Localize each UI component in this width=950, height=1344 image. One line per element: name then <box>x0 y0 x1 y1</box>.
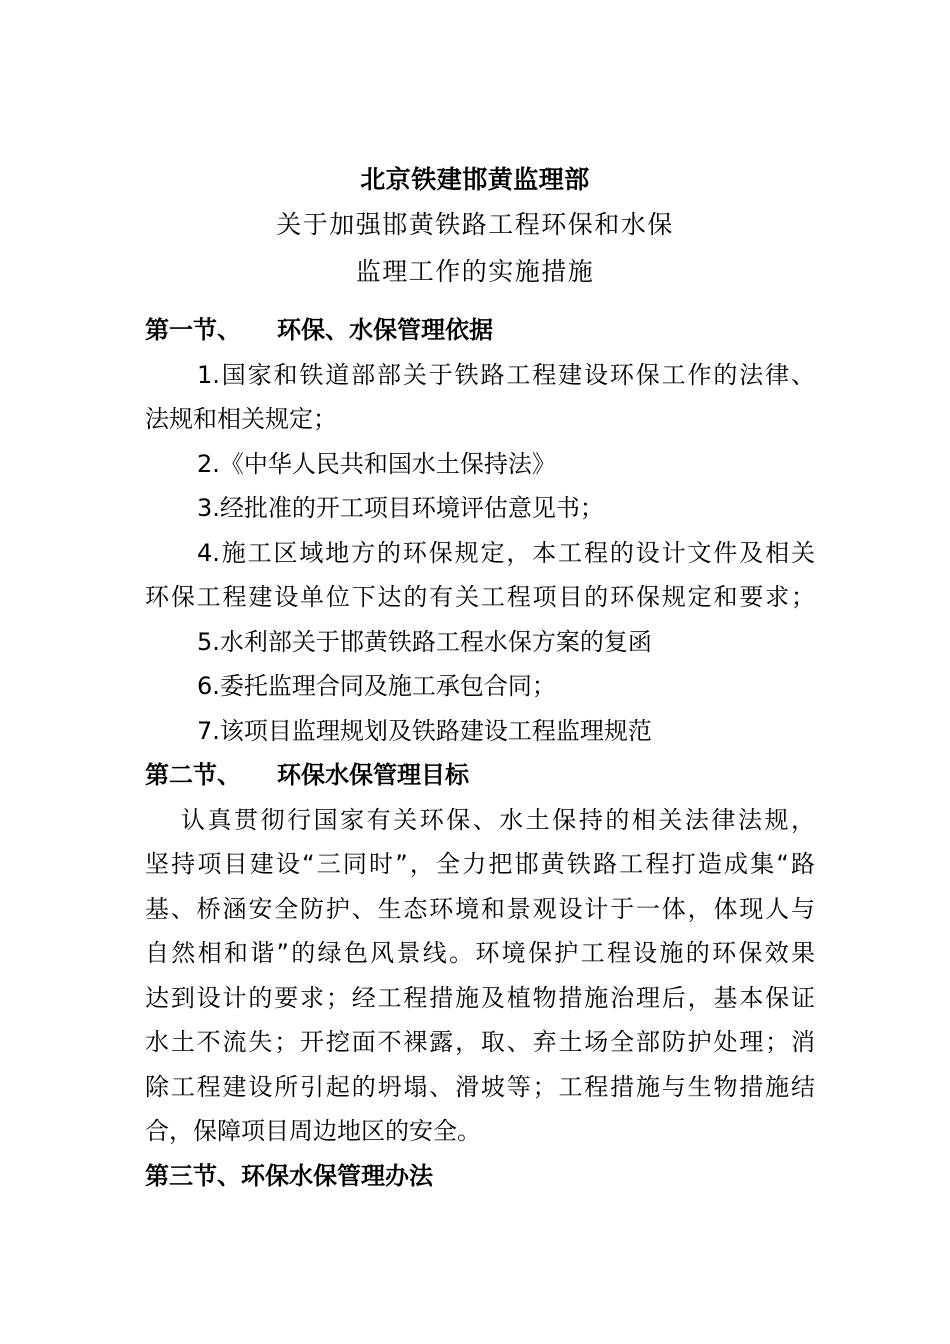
paragraph-line: 7.该项目监理规划及铁路建设工程监理规范 <box>197 716 652 745</box>
paragraph-line: 法规和相关规定； <box>145 405 337 433</box>
paragraph-line: 6.委托监理合同及施工承包合同； <box>197 672 556 700</box>
paragraph-line: 2.《中华人民共和国水土保持法》 <box>197 449 556 478</box>
paragraph-line: 达到设计的要求；经工程措施及植物措施治理后，基本保证 <box>145 983 815 1012</box>
paragraph-line: 1.国家和铁道部部关于铁路工程建设环保工作的法律、 <box>197 360 815 389</box>
section-1-number: 第一节、 <box>145 316 241 344</box>
document-title-line-1: 关于加强邯黄铁路工程环保和水保 <box>276 210 674 239</box>
section-2-number: 第二节、 <box>145 761 241 789</box>
section-2-title: 环保水保管理目标 <box>277 761 469 789</box>
paragraph-line: 4.施工区域地方的环保规定，本工程的设计文件及相关 <box>197 538 815 567</box>
paragraph-line: 除工程建设所引起的坍塌、滑坡等；工程措施与生物措施结 <box>145 1072 815 1101</box>
section-1-title: 环保、水保管理依据 <box>277 316 493 344</box>
paragraph-line: 环保工程建设单位下达的有关工程项目的环保规定和要求； <box>145 583 815 611</box>
organization-name: 北京铁建邯黄监理部 <box>360 165 590 194</box>
paragraph-line: 坚持项目建设“三同时”，全力把邯黄铁路工程打造成集“路 <box>145 850 815 878</box>
section-1-heading <box>145 308 815 353</box>
paragraph-line: 合，保障项目周边地区的安全。 <box>145 1117 481 1145</box>
paragraph-line: 3.经批准的开工项目环境评估意见书； <box>197 494 604 522</box>
paragraph-line: 自然相和谐”的绿色风景线。环境保护工程设施的环保效果 <box>145 939 815 967</box>
paragraph-line: 5.水利部关于邯黄铁路工程水保方案的复函 <box>197 627 652 656</box>
paragraph-line: 基、桥涵安全防护、生态环境和景观设计于一体，体现人与 <box>145 894 815 923</box>
section-2-heading <box>145 753 815 798</box>
section-3-heading: 第三节、环保水保管理办法 <box>145 1161 433 1190</box>
paragraph-line: 认真贯彻行国家有关环保、水土保持的相关法律法规， <box>181 805 815 834</box>
document-body <box>145 308 815 1198</box>
paragraph-line: 水土不流失；开挖面不裸露，取、弃土场全部防护处理；消 <box>145 1028 815 1056</box>
document-title-line-2: 监理工作的实施措施 <box>355 257 595 286</box>
